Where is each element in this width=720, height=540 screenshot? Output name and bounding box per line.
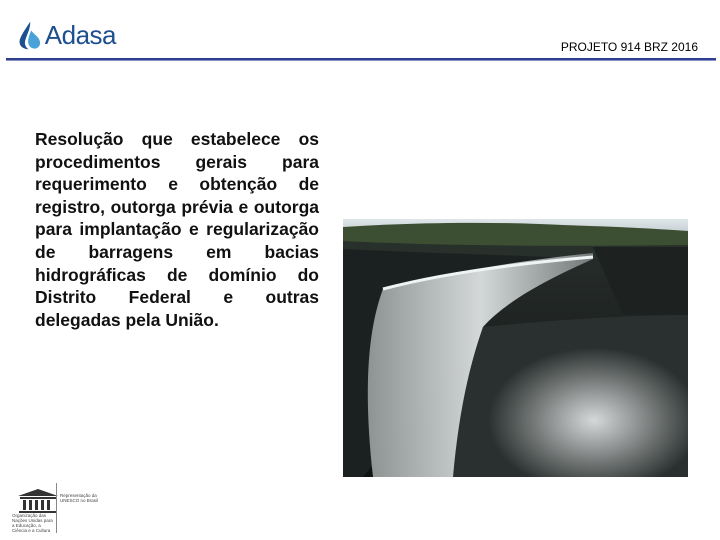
adasa-logo xyxy=(16,16,116,54)
dam-spillway-photo xyxy=(343,219,688,477)
project-title: PROJETO 914 BRZ 2016 xyxy=(560,40,698,54)
unesco-left-text: Organização das Nações Unidas para a Educação, a Ciência e a Cultura xyxy=(12,513,53,533)
logo-text: Adasa xyxy=(44,19,116,50)
adasa-drop-icon xyxy=(16,18,43,52)
unesco-right-text: Representação da UNESCO no Brasil xyxy=(60,493,99,503)
resolution-paragraph: Resolução que estabelece os procedimentos gerais para requerimento e obtenção de registro, outorga prévia e outorga para implantação e regularização de barragens em bacias hidrográficas de domínio do Distrito Federal e outras delegadas pela União. xyxy=(35,129,319,330)
header-divider xyxy=(6,58,716,61)
unesco-divider xyxy=(56,483,57,533)
unesco-logo xyxy=(10,483,110,535)
unesco-temple-icon xyxy=(14,487,62,515)
